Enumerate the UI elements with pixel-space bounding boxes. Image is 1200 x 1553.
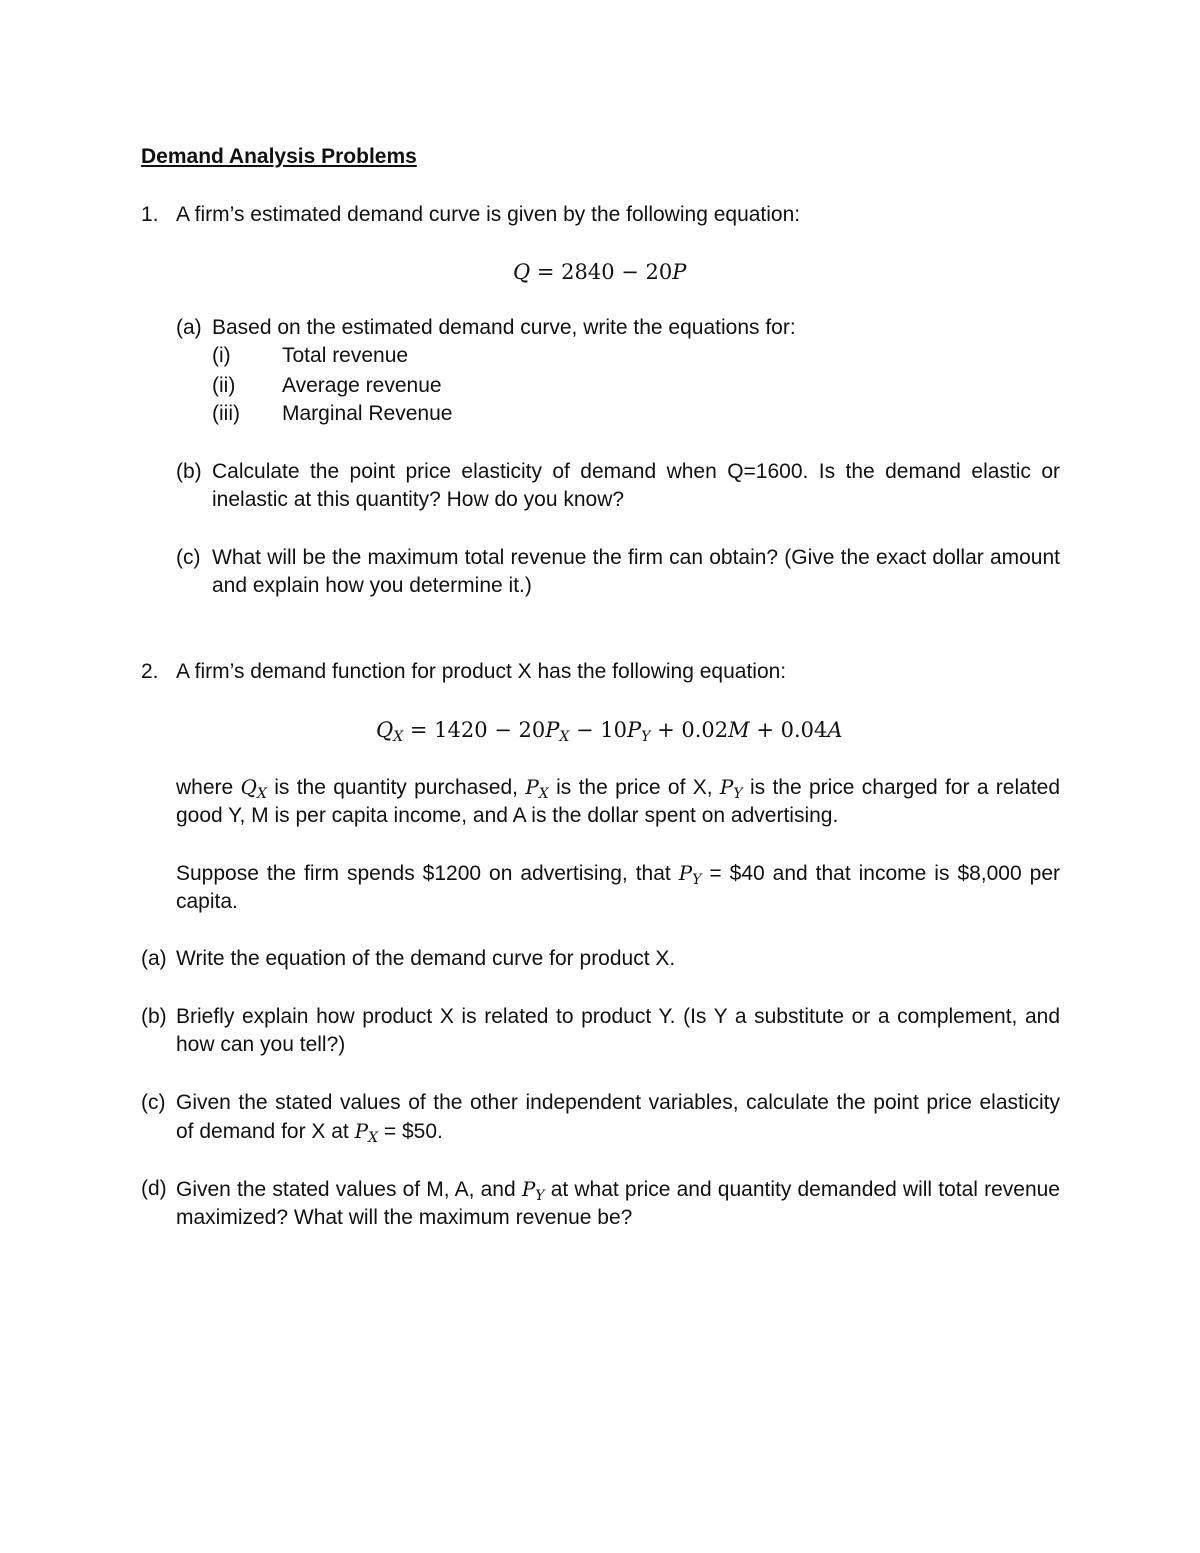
q2-d-label: (d) <box>141 1177 167 1200</box>
py-symbol: $P_Y$ <box>678 861 702 888</box>
q2-b-label: (b) <box>141 1005 167 1028</box>
q1-intro: A firm’s estimated demand curve is given by the following equation: <box>176 203 801 226</box>
px-symbol: $P_X$ <box>525 775 549 802</box>
document-title: Demand Analysis Problems <box>141 145 417 168</box>
q2-number: 2. <box>141 660 159 683</box>
q2-suppose-2: = $40 and that income is $8,000 per capita. <box>176 862 1060 913</box>
qx-symbol: $Q_X$ <box>240 775 267 802</box>
q2-d-text-1: Given the stated values of M, A, and <box>176 1178 516 1201</box>
q2-suppose-paragraph <box>176 859 1060 916</box>
q1-c-text: What will be the maximum total revenue the firm can obtain? (Give the exact dollar amount and explain how you determine it.) <box>212 546 1060 597</box>
q2-c-label: (c) <box>141 1091 166 1114</box>
q1-sub-label-1: (i) <box>212 344 231 367</box>
q2-d-text-2: at what price and quantity demanded will total revenue maximized? What will the maximum revenue be? <box>176 1178 1060 1229</box>
q1-b-text: Calculate the point price elasticity of demand when Q=1600. Is the demand elastic or inelastic at this quantity? How do you know? <box>212 460 1060 511</box>
q2-equation: $Q_X = 1420 - 20P_X - 10P_Y + 0.02M + 0.04A$ <box>376 718 843 745</box>
q1-a-label: (a) <box>176 316 202 339</box>
q1-equation: Q = 2840 − 20P <box>513 260 687 284</box>
q2-where-2: is the quantity purchased, <box>274 776 518 799</box>
q2-a-label: (a) <box>141 947 167 970</box>
px-symbol: $P_X$ <box>354 1119 379 1146</box>
q1-sub-text-2: Average revenue <box>282 374 442 397</box>
q2-b-text: Briefly explain how product X is related to product Y. (Is Y a substitute or a complement, and how can you tell?) <box>176 1005 1060 1056</box>
py-symbol: $P_Y$ <box>521 1177 545 1204</box>
q2-a-text: Write the equation of the demand curve for product X. <box>176 947 676 970</box>
q2-d-paragraph <box>176 1175 1060 1232</box>
q1-sub-text-3: Marginal Revenue <box>282 402 453 425</box>
py-symbol: $P_Y$ <box>719 775 743 802</box>
q2-where-1: where <box>176 776 234 799</box>
q1-sub-label-2: (ii) <box>212 374 236 397</box>
q2-where-paragraph <box>176 773 1060 830</box>
q2-where-4: is the price charged for a related good Y, M is per capita income, and A is the dollar spent on advertising. <box>176 776 1061 827</box>
q1-a-text: Based on the estimated demand curve, write the equations for: <box>212 316 796 339</box>
q1-number: 1. <box>141 203 159 226</box>
q2-intro: A firm’s demand function for product X has the following equation: <box>176 660 787 683</box>
q2-c-paragraph <box>176 1089 1060 1146</box>
q1-c-label: (c) <box>176 546 201 569</box>
q1-sub-label-3: (iii) <box>212 402 240 425</box>
q2-c-text-2: = $50. <box>383 1120 443 1143</box>
q2-c-text-1: Given the stated values of the other independent variables, calculate the point price elasticity of demand for X at <box>176 1091 1060 1143</box>
q2-where-3: is the price of X, <box>556 776 713 799</box>
q2-suppose-1: Suppose the firm spends $1200 on advertising, that <box>176 862 671 885</box>
q1-b-label: (b) <box>176 460 202 483</box>
q1-sub-text-1: Total revenue <box>282 344 409 367</box>
